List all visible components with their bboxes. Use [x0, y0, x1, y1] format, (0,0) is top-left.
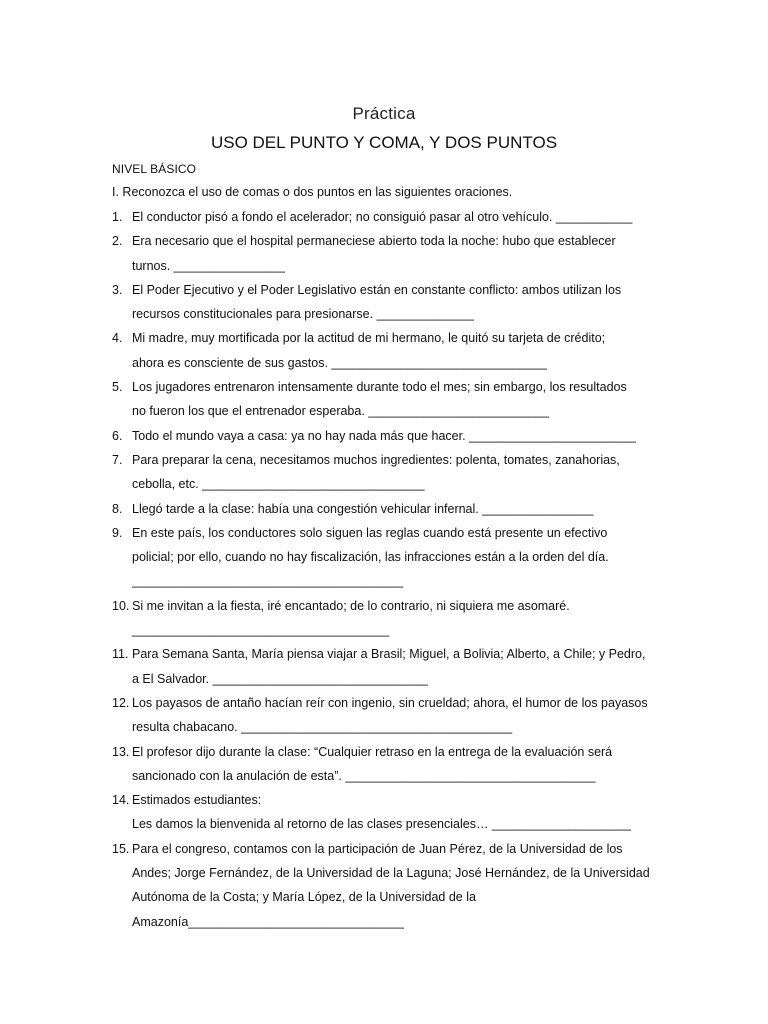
exercise-line: Autónoma de la Costa; y María López, de la Universidad de la: [132, 890, 476, 905]
level-label: NIVEL BÁSICO: [112, 162, 197, 176]
exercise-number: 3.: [112, 282, 123, 297]
exercise-text: [132, 229, 662, 278]
exercise-text: [132, 205, 662, 229]
exercise-line: _______________________________________: [132, 574, 404, 589]
exercise-number: 12.: [112, 695, 130, 710]
page-title: USO DEL PUNTO Y COMA, Y DOS PUNTOS: [210, 133, 558, 152]
exercise-line: Estimados estudiantes:: [132, 793, 262, 808]
exercise-item: [0, 205, 768, 229]
page-subtitle: Práctica: [352, 104, 416, 123]
exercise-number: 11.: [112, 647, 129, 662]
exercise-number: 14.: [112, 793, 130, 808]
exercise-item: [0, 594, 768, 643]
exercise-line: cebolla, etc. ________________________________: [132, 477, 425, 492]
exercise-line: Mi madre, muy mortificada por la actitud de mi hermano, le quitó su tarjeta de crédito;: [132, 331, 606, 346]
exercise-number: 9.: [112, 525, 123, 540]
exercise-line: Para Semana Santa, María piensa viajar a Brasil; Miguel, a Bolivia; Alberto, a Chile; y Pedro,: [132, 647, 646, 662]
exercise-line: _____________________________________: [132, 623, 390, 638]
exercise-line: sancionado con la anulación de esta”. ____________________________________: [132, 768, 596, 783]
exercise-item: [0, 326, 768, 375]
exercise-item: [0, 448, 768, 497]
exercise-number: 8.: [112, 501, 123, 516]
exercise-text: [132, 521, 662, 594]
exercise-item: [0, 497, 768, 521]
exercise-line: Era necesario que el hospital permaneciese abierto toda la noche: hubo que establecer: [132, 234, 616, 249]
exercise-line: Los payasos de antaño hacían reír con ingenio, sin crueldad; ahora, el humor de los payasos: [132, 695, 648, 710]
exercise-number: 4.: [112, 331, 123, 346]
exercise-line: resulta chabacano. _______________________________________: [132, 720, 513, 735]
instruction-text: I. Reconozca el uso de comas o dos puntos en las siguientes oraciones.: [112, 185, 513, 199]
exercise-number: 6.: [112, 428, 123, 443]
exercise-line: Amazonía_______________________________: [132, 914, 404, 929]
exercise-line: El conductor pisó a fondo el acelerador; no consiguió pasar al otro vehículo. ___________: [132, 210, 633, 224]
exercise-number: 15.: [112, 841, 130, 856]
exercise-text: [132, 278, 662, 327]
exercise-text: [132, 837, 662, 934]
exercise-text: [132, 642, 662, 691]
exercise-line: a El Salvador. _______________________________: [132, 671, 429, 686]
exercise-line: Si me invitan a la fiesta, iré encantado; de lo contrario, ni siquiera me asomaré.: [132, 598, 570, 613]
exercise-number: 1.: [112, 210, 123, 224]
exercise-line: En este país, los conductores solo siguen las reglas cuando está presente un efectivo: [132, 525, 608, 540]
exercise-line: Les damos la bienvenida al retorno de las clases presenciales… ____________________: [132, 817, 631, 832]
exercise-line: El profesor dijo durante la clase: “Cualquier retraso en la entrega de la evaluación será: [132, 744, 613, 759]
exercise-text: [132, 740, 662, 789]
exercise-number: 13.: [112, 744, 130, 759]
exercise-item: [0, 424, 768, 448]
exercise-line: Los jugadores entrenaron intensamente durante todo el mes; sin embargo, los resultados: [132, 380, 627, 395]
exercise-number: 10.: [112, 598, 130, 613]
exercise-item: [0, 837, 768, 934]
exercise-line: El Poder Ejecutivo y el Poder Legislativo están en constante conflicto: ambos utilizan los: [132, 282, 622, 297]
exercise-line: Llegó tarde a la clase: había una congestión vehicular infernal. ________________: [132, 501, 594, 516]
exercise-item: [0, 278, 768, 327]
exercise-text: [132, 448, 662, 497]
exercise-number: 5.: [112, 380, 123, 395]
exercise-line: turnos. ________________: [132, 258, 285, 273]
exercise-line: Andes; Jorge Fernández, de la Universidad de la Laguna; José Hernández, de la Universidad: [132, 866, 650, 881]
exercise-item: [0, 229, 768, 278]
exercise-line: Para el congreso, contamos con la participación de Juan Pérez, de la Universidad de los: [132, 841, 623, 856]
exercise-line: Todo el mundo vaya a casa: ya no hay nada más que hacer. ________________________: [132, 428, 636, 443]
exercise-text: [132, 497, 662, 521]
exercise-line: no fueron los que el entrenador esperaba. __________________________: [132, 404, 550, 419]
exercise-item: [0, 691, 768, 740]
exercise-number: 2.: [112, 234, 123, 249]
exercise-text: [132, 375, 662, 424]
exercise-line: Para preparar la cena, necesitamos muchos ingredientes: polenta, tomates, zanahorias,: [132, 452, 620, 467]
exercise-number: 7.: [112, 452, 123, 467]
exercise-line: recursos constitucionales para presionarse. ______________: [132, 307, 474, 322]
exercise-text: [132, 594, 662, 643]
exercise-item: [0, 521, 768, 594]
exercise-text: [132, 788, 662, 837]
exercise-item: [0, 642, 768, 691]
exercise-list: [0, 205, 768, 934]
exercise-text: [132, 424, 662, 448]
exercise-item: [0, 740, 768, 789]
exercise-line: ahora es consciente de sus gastos. _______________________________: [132, 355, 547, 370]
exercise-text: [132, 326, 662, 375]
exercise-item: [0, 375, 768, 424]
exercise-item: [0, 788, 768, 837]
exercise-text: [132, 691, 662, 740]
exercise-line: policial; por ello, cuando no hay fiscalización, las infracciones están a la orden del día.: [132, 550, 609, 565]
